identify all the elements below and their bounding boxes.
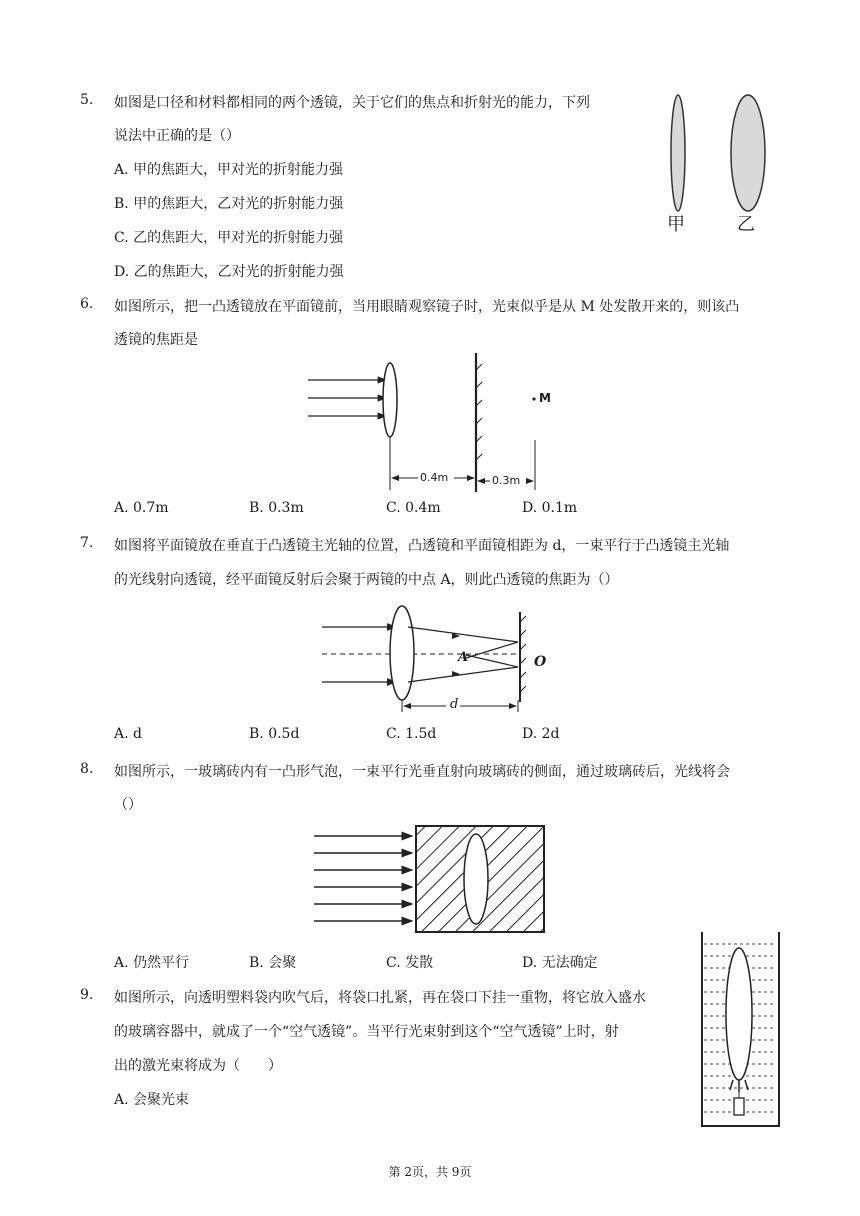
lens-yi	[731, 95, 765, 211]
q6-label-dist1: 0.4m	[420, 471, 449, 484]
air-lens-bag	[726, 948, 752, 1080]
q8-glass-brick-figure	[310, 822, 550, 937]
q7-text-line1: 如图将平面镜放在垂直于凸透镜主光轴的位置，凸透镜和平面镜相距为 d，一束平行于凸透镜主光轴	[114, 538, 730, 554]
q9-number: 9.	[80, 987, 94, 1003]
q7-option-b: B. 0.5d	[249, 726, 300, 742]
weight	[734, 1098, 744, 1115]
q5-text-line2: 说法中正确的是（）	[114, 128, 240, 144]
q8-option-d: D. 无法确定	[522, 955, 598, 971]
q8-option-c: C. 发散	[386, 955, 434, 971]
q8-text-line2: （）	[114, 797, 142, 813]
q7-lens-mirror-figure	[318, 600, 548, 715]
q7-option-d: D. 2d	[522, 726, 560, 742]
q8-text-line1: 如图所示，一玻璃砖内有一凸形气泡，一束平行光垂直射向玻璃砖的侧面，通过玻璃砖后，光线将会	[114, 764, 730, 780]
q7-option-c: C. 1.5d	[386, 726, 437, 742]
q6-number: 6.	[80, 296, 94, 312]
q7-option-a: A. d	[114, 726, 142, 742]
lens-jia	[671, 95, 685, 211]
q9-option-a: A. 会聚光束	[114, 1092, 190, 1108]
q7-number: 7.	[80, 535, 94, 551]
q6-text-line2: 透镜的焦距是	[114, 332, 198, 348]
q6-option-c: C. 0.4m	[386, 500, 441, 516]
q5-number: 5.	[80, 92, 94, 108]
q5-option-a: A. 甲的焦距大，甲对光的折射能力强	[114, 162, 344, 178]
q9-text-line1: 如图所示，向透明塑料袋内吹气后，将袋口扎紧，再在袋口下挂一重物，将它放入盛水	[114, 990, 646, 1006]
q7-label-a: A	[458, 650, 469, 665]
q6-option-a: A. 0.7m	[114, 500, 169, 516]
q8-option-a: A. 仍然平行	[114, 955, 190, 971]
q6-text-line1: 如图所示，把一凸透镜放在平面镜前，当用眼睛观察镜子时，光束似乎是从 M 处发散开来的，则该凸	[114, 299, 740, 315]
convex-lens	[390, 606, 414, 700]
q6-option-d: D. 0.1m	[522, 500, 578, 516]
convex-air-bubble	[464, 834, 488, 924]
q7-text-line2: 的光线射向透镜，经平面镜反射后会聚于两镜的中点 A，则此凸透镜的焦距为（）	[114, 572, 619, 588]
q9-text-line2: 的玻璃容器中，就成了一个“空气透镜”。当平行光束射到这个“空气透镜”上时，射	[114, 1024, 619, 1040]
q5-option-d: D. 乙的焦距大，乙对光的折射能力强	[114, 264, 344, 280]
q6-label-m: M	[539, 391, 551, 405]
q9-text-line3: 出的激光束将成为（ ）	[114, 1058, 282, 1074]
q5-option-b: B. 甲的焦距大，乙对光的折射能力强	[114, 196, 344, 212]
convex-lens	[383, 363, 397, 437]
q5-option-c: C. 乙的焦距大，甲对光的折射能力强	[114, 230, 344, 246]
q9-water-container-figure	[700, 930, 782, 1130]
q6-label-dist2: 0.3m	[492, 474, 521, 487]
q7-label-o: O	[534, 654, 547, 670]
q5-label-yi: 乙	[737, 214, 755, 235]
q8-option-b: B. 会聚	[249, 955, 297, 971]
q5-label-jia: 甲	[667, 214, 685, 235]
page-footer: 第 2页，共 9页	[388, 1165, 472, 1179]
q7-label-d: d	[450, 697, 459, 712]
q5-text-line1: 如图是口径和材料都相同的两个透镜，关于它们的焦点和折射光的能力，下列	[114, 95, 590, 111]
q6-option-b: B. 0.3m	[249, 500, 304, 516]
q8-number: 8.	[80, 761, 94, 777]
